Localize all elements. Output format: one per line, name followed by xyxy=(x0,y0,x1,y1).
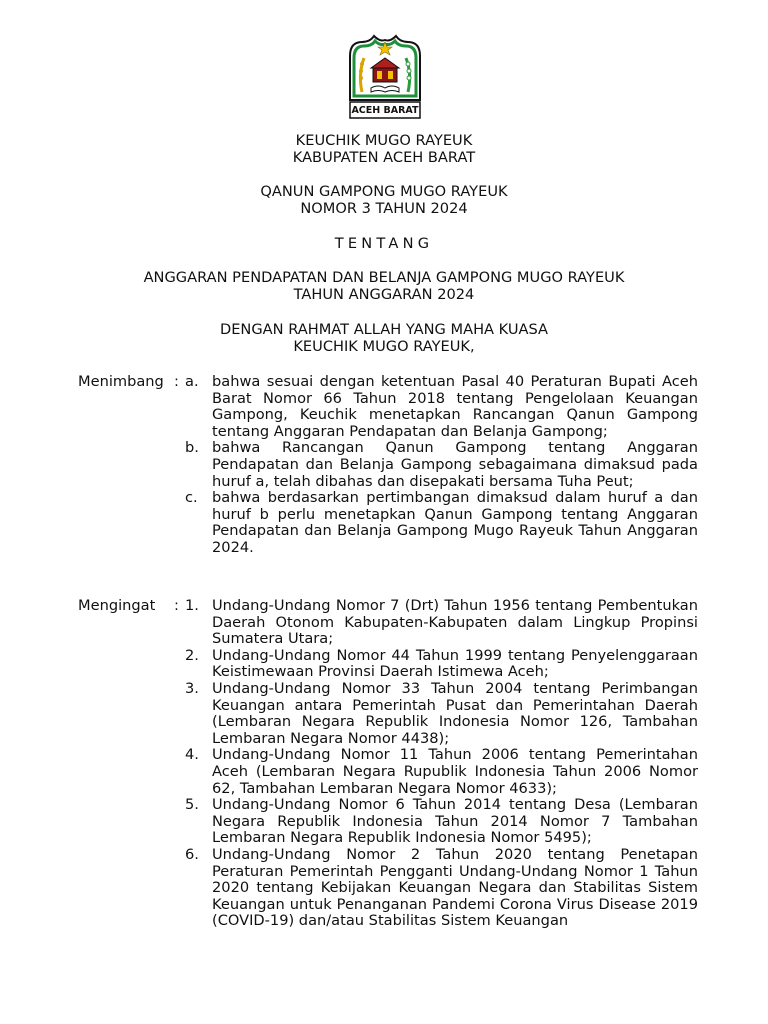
menimbang-section xyxy=(78,374,698,557)
item-text: Undang-Undang Nomor 44 Tahun 1999 tentang Penyelenggaraan Keistimewaan Provinsi Daerah Istimewa Aceh; xyxy=(212,646,698,681)
enacting-authority: KEUCHIK MUGO RAYEUK, xyxy=(293,337,475,355)
item-marker: 4. xyxy=(185,746,199,764)
item-text: Undang-Undang Nomor 33 Tahun 2004 tentang Perimbangan Keuangan antara Pemerintah Pusat dan Pemerintahan Daerah (Lembaran Negara Republik Indonesia Nomor 126, Tambahan Lembaran Negara Nomor 4438); xyxy=(212,679,698,747)
invocation-text: DENGAN RAHMAT ALLAH YANG MAHA KUASA xyxy=(219,321,549,338)
item-marker: 2. xyxy=(185,646,199,664)
qanun-title: QANUN GAMPONG MUGO RAYEUK xyxy=(260,183,508,200)
item-marker: c. xyxy=(185,489,198,507)
mengingat-label: Mengingat xyxy=(78,597,156,614)
qanun-heading xyxy=(0,184,768,217)
menimbang-item xyxy=(78,440,698,490)
item-text: bahwa berdasarkan pertimbangan dimaksud dalam huruf a dan huruf b perlu menetapkan Qanun Gampong tentang Anggaran Pendapatan dan Belanja Gampong Mugo Rayeuk Tahun Anggaran 2024. xyxy=(212,489,698,556)
item-marker: 5. xyxy=(185,796,199,814)
mengingat-section xyxy=(78,598,698,930)
emblem-caption: ACEH BARAT xyxy=(351,105,419,116)
mengingat-item xyxy=(78,847,698,930)
issuer-heading xyxy=(0,133,768,166)
mengingat-item xyxy=(78,797,698,847)
qanun-number: NOMOR 3 TAHUN 2024 xyxy=(300,199,468,217)
mengingat-item xyxy=(78,681,698,747)
subject-title: ANGGARAN PENDAPATAN DAN BELANJA GAMPONG MUGO RAYEUK xyxy=(143,269,625,286)
menimbang-label: Menimbang xyxy=(78,373,164,390)
subject-heading xyxy=(0,270,768,303)
item-text: bahwa Rancangan Qanun Gampong tentang Anggaran Pendapatan dan Belanja Gampong sebagaimana dimaksud pada huruf a, telah dibahas dan disepakati bersama Tuha Peut; xyxy=(212,439,698,490)
mengingat-colon: : xyxy=(174,597,179,614)
item-marker: b. xyxy=(185,439,199,457)
mengingat-item xyxy=(78,598,698,648)
menimbang-item xyxy=(78,374,698,440)
tentang-heading: TENTANG xyxy=(334,235,434,252)
item-marker: a. xyxy=(185,373,199,390)
item-marker: 1. xyxy=(185,597,199,614)
mengingat-item xyxy=(78,648,698,681)
item-marker: 6. xyxy=(185,845,199,863)
item-text: Undang-Undang Nomor 6 Tahun 2014 tentang Desa (Lembaran Negara Republik Indonesia Tahun 2014 Nomor 7 Tambahan Lembaran Negara Republik Indonesia Nomor 5495); xyxy=(212,796,698,847)
item-text: Undang-Undang Nomor 2 Tahun 2020 tentang Penetapan Peraturan Pemerintah Pengganti Undang-Undang Nomor 1 Tahun 2020 tentang Kebijakan Keuangan Negara dan Stabilitas Sistem Keuangan untuk Penanganan Pandemi Corona Virus Disease 2019 (COVID-19) dan/atau Stabilitas Sistem Keuangan xyxy=(212,845,698,930)
item-text: Undang-Undang Nomor 7 (Drt) Tahun 1956 tentang Pembentukan Daerah Otonom Kabupaten-Kabupaten dalam Lingkup Propinsi Sumatera Utara; xyxy=(212,597,698,648)
mengingat-item xyxy=(78,747,698,797)
aceh-barat-emblem xyxy=(344,34,426,120)
issuer-title: KEUCHIK MUGO RAYEUK xyxy=(295,132,473,149)
invocation-heading xyxy=(0,322,768,355)
item-marker: 3. xyxy=(185,679,199,697)
regency-title: KABUPATEN ACEH BARAT xyxy=(292,148,476,166)
menimbang-item xyxy=(78,490,698,556)
item-text: Undang-Undang Nomor 11 Tahun 2006 tentang Pemerintahan Aceh (Lembaran Negara Rupublik Indonesia Tahun 2006 Nomor 62, Tambahan Lembaran Negara Nomor 4633); xyxy=(212,746,698,797)
item-text: bahwa sesuai dengan ketentuan Pasal 40 Peraturan Bupati Aceh Barat Nomor 66 Tahun 2018 tentang Pengelolaan Keuangan Gampong, Keuchik menetapkan Rancangan Qanun Gampong tentang Anggaran Pendapatan dan Belanja Gampong; xyxy=(212,373,698,440)
menimbang-colon: : xyxy=(174,373,179,390)
subject-year: TAHUN ANGGARAN 2024 xyxy=(293,285,475,303)
